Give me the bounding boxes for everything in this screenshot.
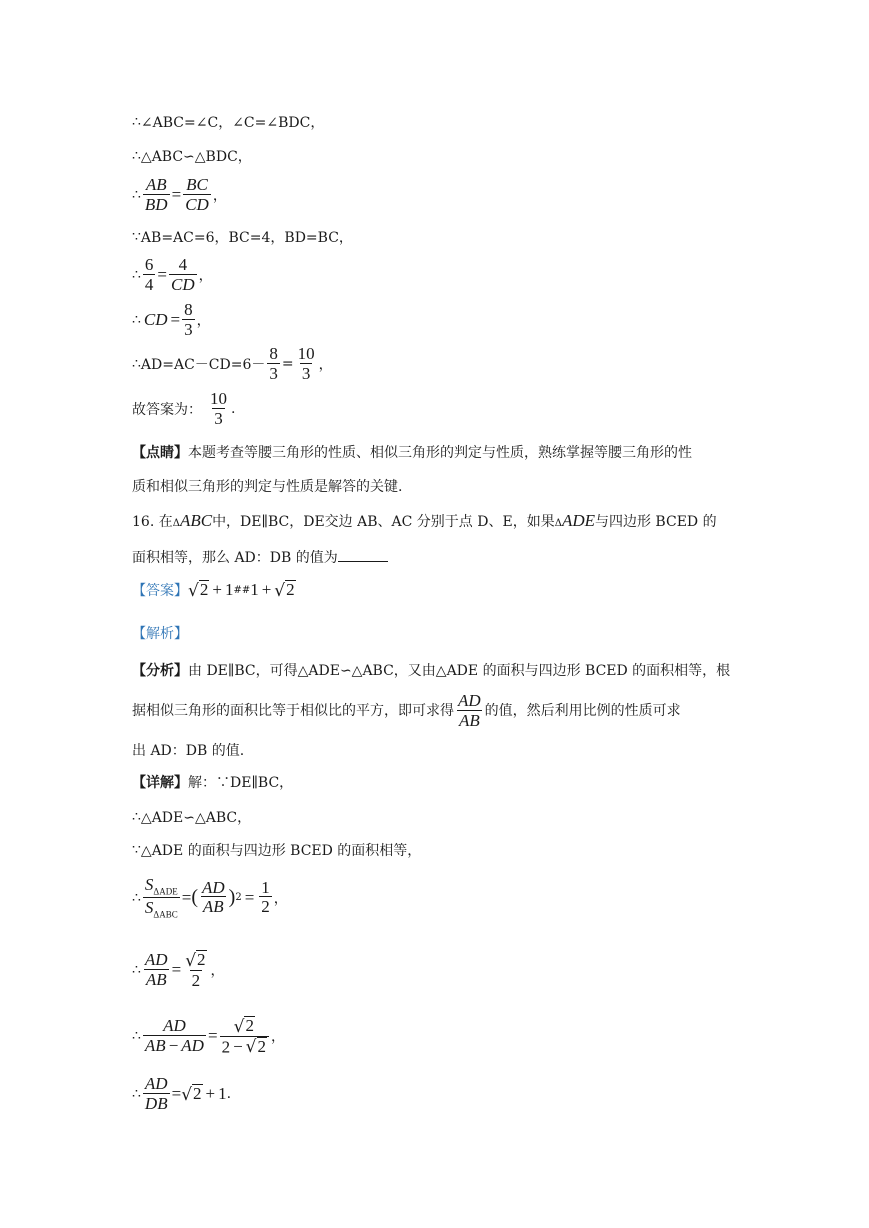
fenxi-tag: 【分析】 bbox=[132, 663, 188, 679]
equals-sign: = bbox=[170, 310, 181, 330]
problem-number: 16. bbox=[132, 514, 155, 530]
therefore-symbol: ∴ bbox=[132, 187, 141, 204]
line-ad-ab-minus-ad: ∴ $\frac{AD}{AB - AD}$ = √ 2 2 − √ 2 ， bbox=[132, 1016, 285, 1058]
sqrt-2: √ 2 bbox=[181, 1084, 202, 1106]
xiangjie-text: 解：∵DE∥BC， bbox=[188, 775, 294, 791]
fraction-ad-db: $\frac{AD}{DB}$ bbox=[144, 1074, 168, 1113]
because-symbol: ∵ bbox=[132, 229, 141, 245]
therefore-symbol: ∴ bbox=[132, 114, 141, 130]
comma: ， bbox=[196, 313, 211, 330]
equals-sign: = bbox=[171, 185, 182, 205]
therefore-symbol: ∴ bbox=[132, 356, 141, 373]
line-ad-value bbox=[132, 345, 333, 383]
fraction-6-4: $\frac{6}{4}$ bbox=[144, 255, 154, 294]
fraction-ad-ab: $\frac{AD}{AB}$ bbox=[458, 690, 481, 730]
fraction-8-3: $\frac{8}{3}$ bbox=[269, 344, 278, 383]
therefore-symbol: ∴ bbox=[132, 1028, 141, 1045]
fraction-sqrt2-over-2-minus-sqrt2: √ 2 2 − √ 2 bbox=[220, 1016, 269, 1057]
fenxi-text: 由 DE∥BC，可得△ADE∽△ABC，又由△ADE 的面积与四边形 BCED 的面积相等，根 bbox=[188, 663, 731, 679]
therefore-symbol: ∴ bbox=[132, 809, 141, 825]
xiangjie-tag: 【详解】 bbox=[132, 775, 188, 791]
xiangjie-line-3 bbox=[132, 840, 421, 860]
answer-blank bbox=[338, 549, 388, 562]
comma: ， bbox=[212, 188, 227, 205]
therefore-symbol: ∴ bbox=[132, 267, 141, 284]
sqrt-2: √ 2 bbox=[274, 580, 295, 601]
dianjing-text: 本题考查等腰三角形的性质、相似三角形的判定与性质，熟练掌握等腰三角形的性 bbox=[188, 445, 692, 461]
fraction-1-2: $\frac{1}{2}$ bbox=[261, 877, 270, 917]
sqrt-2: √ 2 bbox=[188, 580, 209, 601]
answer-tag: 【答案】 bbox=[132, 583, 188, 599]
answer-line: 【答案】 √ 2 + 1 ## 1 + √ 2 bbox=[132, 580, 295, 601]
fraction-bc-cd: $\frac{BC}{CD}$ bbox=[185, 175, 209, 214]
because-symbol: ∵ bbox=[132, 842, 141, 858]
dianjing-paragraph bbox=[132, 436, 742, 504]
fraction-10-3: $\frac{10}{3}$ bbox=[297, 344, 315, 383]
fenxi-text: 的值，然后利用比例的性质可求 bbox=[484, 703, 681, 719]
xiangjie-line-2 bbox=[132, 807, 251, 827]
therefore-symbol: ∴ bbox=[132, 312, 141, 329]
xiangjie-line-1 bbox=[132, 772, 293, 792]
problem-text: 与四边形 BCED 的 bbox=[594, 514, 717, 530]
therefore-symbol: ∴ bbox=[132, 889, 141, 906]
fraction-sqrt2-2: √ 2 2 bbox=[185, 950, 206, 990]
line-ad-db: ∴ $\frac{AD}{DB}$ = √ 2 + 1 . bbox=[132, 1074, 232, 1113]
line-ratio bbox=[132, 176, 227, 214]
comma: ， bbox=[198, 268, 213, 285]
dianjing-tag: 【点睛】 bbox=[132, 445, 188, 461]
line-cd-value bbox=[132, 301, 211, 339]
answer-separator: ## bbox=[233, 584, 251, 596]
answer-prefix: 故答案为： bbox=[132, 402, 202, 419]
jiexi-tag: 【解析】 bbox=[132, 626, 188, 642]
line-similar bbox=[132, 146, 252, 166]
fraction-ad-over-ab-minus-ad: $\frac{AD}{AB - AD}$ bbox=[144, 1016, 204, 1056]
problem-16: 16. 在ΔABC中，DE∥BC，DE交边 AB、AC 分别于点 D、E，如果ΔADE与四边形 BCED 的 面积相等，那么 AD：DB 的值为 bbox=[132, 511, 717, 566]
fenxi-text: 据相似三角形的面积比等于相似比的平方，即可求得 bbox=[132, 703, 454, 719]
fenxi-paragraph bbox=[132, 651, 742, 771]
equals-sign: = bbox=[281, 356, 294, 373]
fraction-ad-ab: $\frac{AD}{AB}$ bbox=[201, 877, 225, 917]
line-answer bbox=[132, 390, 235, 428]
fraction-10-3: $\frac{10}{3}$ bbox=[210, 389, 227, 428]
triangle-abc: ABC bbox=[179, 511, 213, 530]
therefore-symbol: ∴ bbox=[132, 1086, 141, 1103]
therefore-symbol: ∴ bbox=[132, 962, 141, 979]
line-text: AB=AC=6，BC=4，BD=BC， bbox=[140, 230, 353, 246]
fraction-ad-ab: $\frac{AD}{AB}$ bbox=[144, 949, 168, 989]
problem-text: 中，DE∥BC，DE交边 AB、AC 分别于点 D、E，如果 bbox=[212, 514, 555, 530]
problem-text: 在 bbox=[158, 514, 173, 530]
cd-label: CD bbox=[143, 310, 168, 330]
equals-sign: = bbox=[157, 265, 168, 285]
fraction-4-cd: $\frac{4}{CD}$ bbox=[171, 255, 195, 294]
fenxi-text: 出 AD：DB 的值. bbox=[132, 743, 245, 759]
fraction-ab-bd: $\frac{AB}{BD}$ bbox=[144, 175, 168, 214]
line-text: AD=AC－CD=6－ bbox=[140, 357, 266, 374]
line-ad-ab: ∴ $\frac{AD}{AB}$ = √ 2 2 ， bbox=[132, 949, 225, 990]
line-substitute bbox=[132, 256, 213, 294]
comma: ， bbox=[318, 357, 333, 374]
dianjing-text: 质和相似三角形的判定与性质是解答的关键. bbox=[132, 479, 403, 495]
line-angle-equal bbox=[132, 112, 324, 132]
therefore-symbol: ∴ bbox=[132, 148, 141, 164]
line-area-ratio: ∴ $\frac{S_{\Delta ADE}}{S_{\Delta ABC}}$ = ( $\frac{AD}{AB}$ ) 2 = $\frac{1}{2}$ ， bbox=[132, 875, 288, 920]
xiangjie-text: △ADE 的面积与四边形 BCED 的面积相等， bbox=[140, 843, 422, 859]
triangle-ade: ADE bbox=[561, 511, 595, 530]
line-text: △ABC∽△BDC， bbox=[140, 149, 252, 165]
jiexi-tag-line bbox=[132, 623, 188, 643]
line-text: ∠ABC=∠C，∠C=∠BDC， bbox=[140, 115, 325, 131]
period: . bbox=[231, 401, 236, 418]
line-given bbox=[132, 227, 353, 247]
xiangjie-text: △ADE∽△ABC， bbox=[140, 810, 252, 826]
fraction-area: $\frac{S_{\Delta ADE}}{S_{\Delta ABC}}$ bbox=[144, 875, 178, 920]
fraction-8-3: $\frac{8}{3}$ bbox=[184, 300, 193, 339]
problem-text: 面积相等，那么 AD：DB 的值为 bbox=[132, 550, 338, 566]
